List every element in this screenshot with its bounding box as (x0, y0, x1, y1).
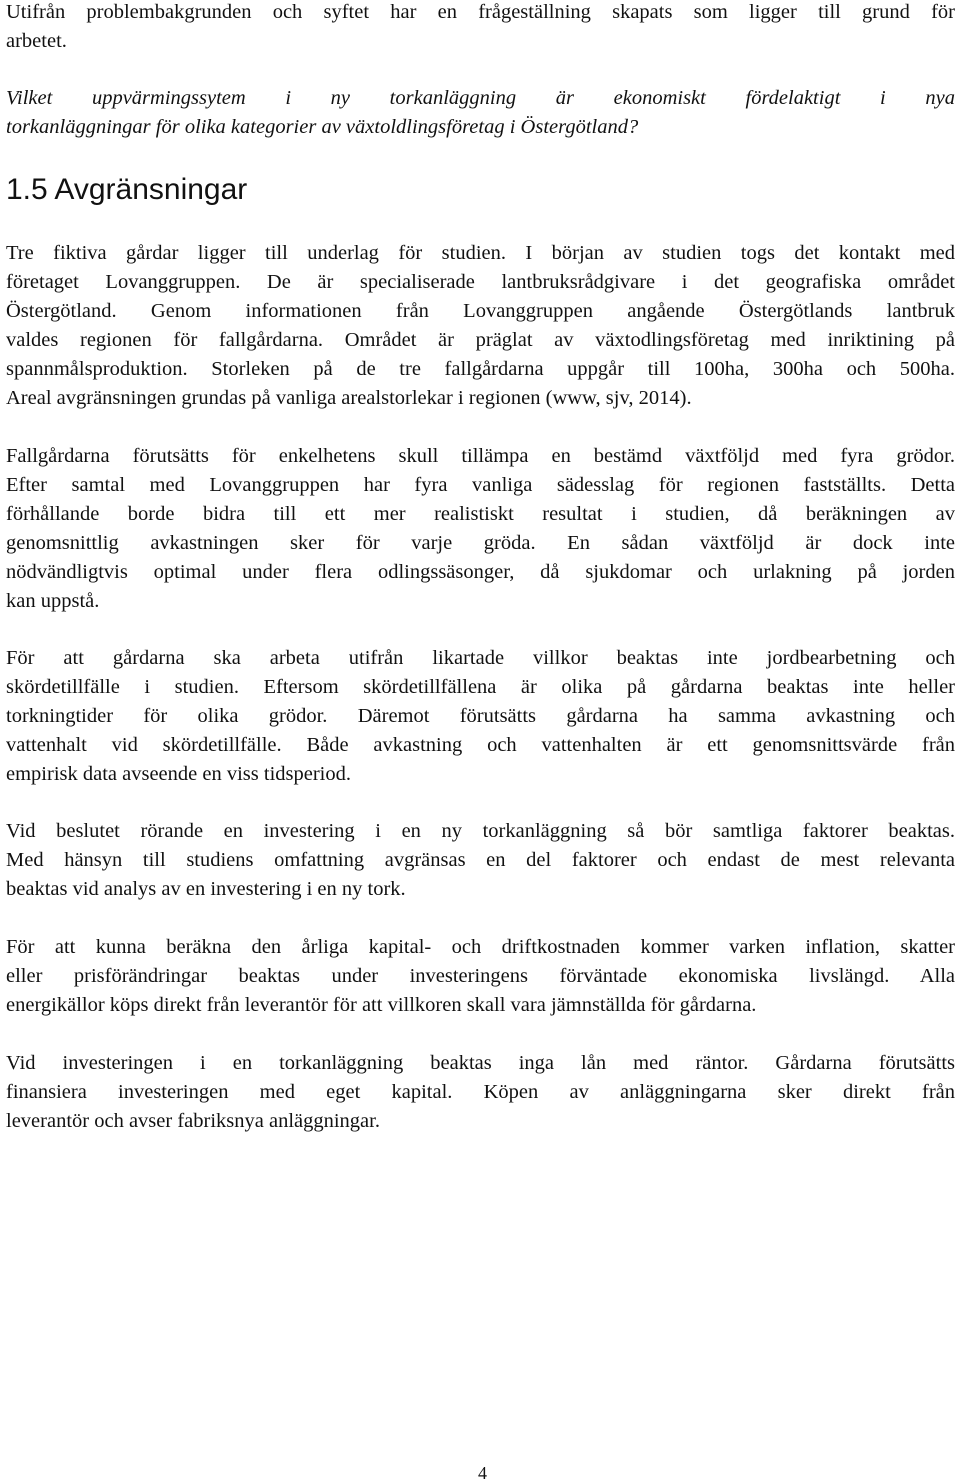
page-number: 4 (478, 1463, 487, 1483)
paragraph-line: Östergötland. Genom informationen från Lovanggruppen angående Östergötlands lantbruk (6, 300, 955, 322)
paragraph-line: För att kunna beräkna den årliga kapital- och driftkostnaden kommer varken inflation, skatter (6, 936, 955, 958)
paragraph-line: genomsnittlig avkastningen sker för varje gröda. En sådan växtföljd är dock inte (6, 532, 955, 554)
paragraph-line: leverantör och avser fabriksnya anläggningar. (6, 1110, 380, 1132)
document-page (6, 0, 956, 1484)
paragraph-line: För att gårdarna ska arbeta utifrån likartade villkor beaktas inte jordbearbetning och (6, 647, 955, 669)
section-heading: 1.5 Avgränsningar (6, 173, 248, 206)
paragraph-line: förhållande borde bidra till ett mer realistiskt resultat i studien, då beräkningen av (6, 503, 955, 525)
paragraph-line: vattenhalt vid skördetillfälle. Både avkastning och vattenhalten är ett genomsnittsvärde från (6, 734, 955, 756)
paragraph-line: Fallgårdarna förutsätts för enkelhetens skull tillämpa en bestämd växtföljd med fyra grödor. (6, 445, 955, 467)
paragraph-line: Vid beslutet rörande en investering i en ny torkanläggning så bör samtliga faktorer beaktas. (6, 820, 955, 842)
paragraph-line: empirisk data avseende en viss tidsperiod. (6, 763, 351, 785)
paragraph-line: energikällor köps direkt från leverantör för att villkoren skall vara jämnställda för gårdarna. (6, 994, 757, 1016)
paragraph-line: Med hänsyn till studiens omfattning avgränsas en del faktorer och endast de mest relevanta (6, 849, 955, 871)
paragraph-line: eller prisförändringar beaktas under investeringens förväntade ekonomiska livslängd. Alla (6, 965, 955, 987)
paragraph-line: Efter samtal med Lovanggruppen har fyra vanliga sädesslag för regionen fastställts. Detta (6, 474, 955, 496)
paragraph-line: finansiera investeringen med eget kapital. Köpen av anläggningarna sker direkt från (6, 1081, 955, 1103)
paragraph-line: beaktas vid analys av en investering i en ny tork. (6, 878, 406, 900)
paragraph-line: skördetillfälle i studien. Eftersom skördetillfällena är olika på gårdarna beaktas inte heller (6, 676, 955, 698)
paragraph-line: företaget Lovanggruppen. De är specialiserade lantbruksrådgivare i det geografiska området (6, 271, 955, 293)
intro-line: arbetet. (6, 30, 67, 52)
paragraph-line: Tre fiktiva gårdar ligger till underlag för studien. I början av studien togs det kontakt med (6, 242, 955, 264)
paragraph-line: torkningtider för olika grödor. Däremot förutsätts gårdarna ha samma avkastning och (6, 705, 955, 727)
paragraph-line: nödvändligtvis optimal under flera odlingssäsonger, då sjukdomar och urlakning på jorden (6, 561, 955, 583)
paragraph-line: kan uppstå. (6, 590, 100, 612)
research-question-line: torkanläggningar för olika kategorier av växtoldlingsföretag i Östergötland? (6, 116, 639, 138)
paragraph-line: Areal avgränsningen grundas på vanliga arealstorlekar i regionen (www, sjv, 2014). (6, 387, 692, 409)
paragraph-line: valdes regionen för fallgårdarna. Området är präglat av växtodlingsföretag med inriktining på (6, 329, 955, 351)
paragraph-line: spannmålsproduktion. Storleken på de tre fallgårdarna uppgår till 100ha, 300ha och 500ha. (6, 358, 955, 380)
paragraph-line: Vid investeringen i en torkanläggning beaktas inga lån med räntor. Gårdarna förutsätts (6, 1052, 955, 1074)
intro-line: Utifrån problembakgrunden och syftet har en frågeställning skapats som ligger till grund för (6, 1, 955, 23)
research-question-line: Vilket uppvärmingssytem i ny torkanläggning är ekonomiskt fördelaktigt i nya (6, 87, 955, 109)
